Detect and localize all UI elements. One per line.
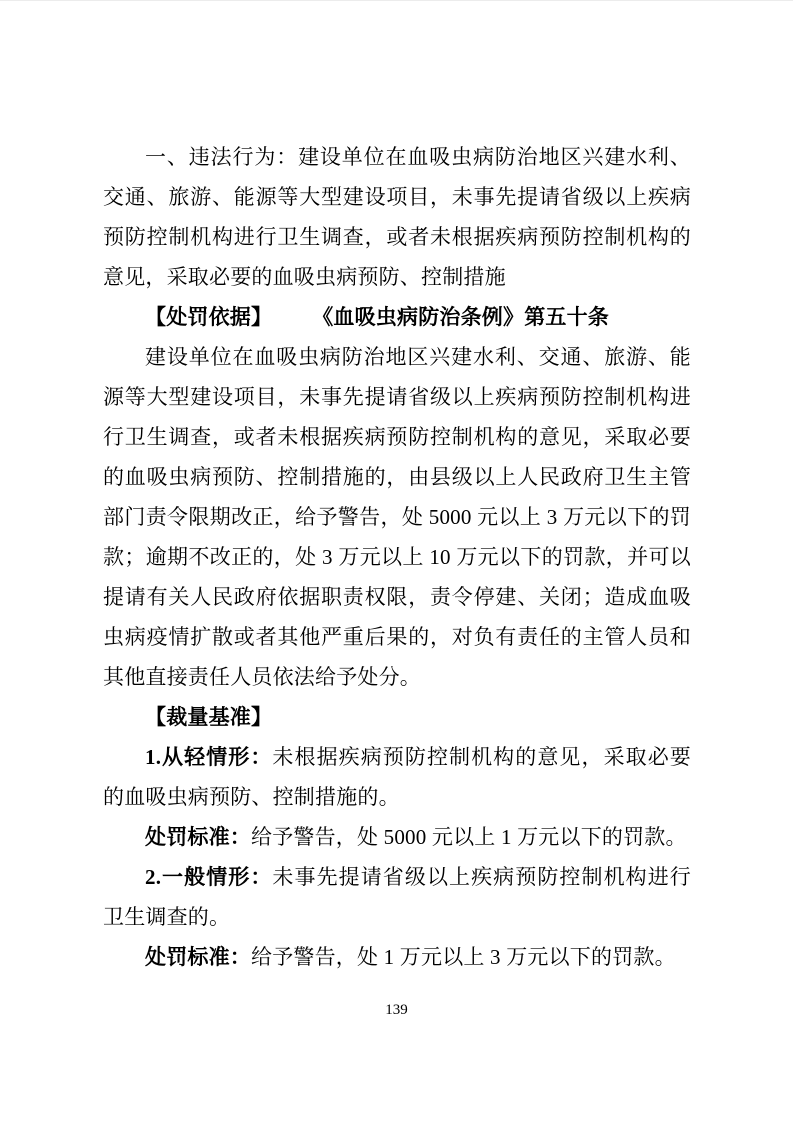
penalty-basis-label: 【处罚依据】 [145,305,273,329]
discretion-item-body: 未事先提请省级以上疾病预防控制机构进行卫生调查的。 [103,865,691,929]
penalty-standard-body: 给予警告，处 1 万元以上 3 万元以下的罚款。 [251,945,676,969]
penalty-standard-general [103,937,691,977]
discretion-item-general [103,857,691,937]
discretion-heading: 【裁量基准】 [145,705,273,729]
penalty-standard-mitigated [103,817,691,857]
page-number: 139 [385,1002,408,1018]
page-footer [0,999,793,1021]
discretion-item-lead: 2.一般情形： [145,865,273,889]
discretion-heading-line [103,697,691,737]
discretion-item-body: 未根据疾病预防控制机构的意见，采取必要的血吸虫病预防、控制措施的。 [103,745,691,809]
penalty-basis-line [103,297,691,337]
discretion-item-lead: 1.从轻情形： [145,745,273,769]
penalty-standard-lead: 处罚标准： [145,945,251,969]
penalty-basis-reference: 《血吸虫病防治条例》第五十条 [312,305,610,329]
violation-paragraph: 一、违法行为：建设单位在血吸虫病防治地区兴建水利、交通、旅游、能源等大型建设项目，未事先提请省级以上疾病预防控制机构进行卫生调查，或者未根据疾病预防控制机构的意见，采取必要的血吸虫病预防、控制措施 [103,145,691,289]
penalty-standard-lead: 处罚标准： [145,825,251,849]
penalty-standard-body: 给予警告，处 5000 元以上 1 万元以下的罚款。 [251,825,687,849]
discretion-item-mitigated [103,737,691,817]
document-body [103,137,691,977]
statute-paragraph: 建设单位在血吸虫病防治地区兴建水利、交通、旅游、能源等大型建设项目，未事先提请省级以上疾病预防控制机构进行卫生调查，或者未根据疾病预防控制机构的意见，采取必要的血吸虫病预防、控制措施的，由县级以上人民政府卫生主管部门责令限期改正，给予警告，处 5000 元以上 3 万元以下的罚款；逾期不改正的，处 3 万元以上 10 万元以下的罚款，并可以提请有关人民政府依据职责权限，责令停建、关闭；造成血吸虫病疫情扩散或者其他严重后果的，对负有责任的主管人员和其他直接责任人员依法给予处分。 [103,345,691,689]
